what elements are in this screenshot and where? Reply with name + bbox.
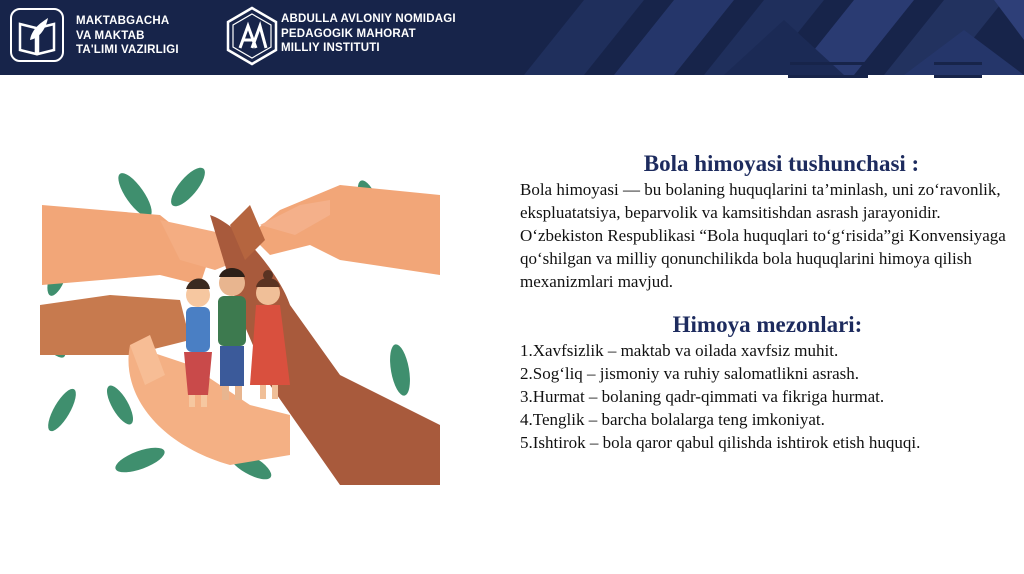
institute-name-line: PEDAGOGIK MAHORAT [281, 27, 416, 40]
section-title-criteria: Himoya mezonlari: [672, 312, 863, 337]
definition-paragraph: Bola himoyasi — bu bolaning huquqlarini ta’minlash, uni zo‘ravonlik, ekspluatatsiya, beparvolik va kamsitishdan asrash jarayonidir. [520, 180, 1001, 222]
criteria-item: 2.Sog‘liq – jismoniy va ruhiy salomatlikni asrash. [520, 364, 860, 383]
decorative-line [788, 75, 868, 78]
ministry-name-line: MAKTABGACHA [76, 15, 170, 27]
ministry-name-line: VA MAKTAB [76, 29, 145, 42]
institute-name-line: MILLIY INSTITUTI [281, 42, 380, 54]
criteria-list [520, 339, 1015, 454]
legislation-paragraph: O‘zbekiston Respublikasi “Bola huquqlari to‘g‘risida”gi Konvensiyaga qo‘shilgan va milliy qonunchilikda bola huquqlarini himoya qilish mexanizmlari mavjud. [520, 226, 1006, 291]
decorative-line [934, 62, 982, 65]
institute-emblem-icon [226, 6, 278, 66]
criteria-item: 1.Xavfsizlik – maktab va oilada xavfsiz muhit. [520, 341, 839, 360]
child-protection-hands-illustration [40, 165, 440, 485]
decorative-line [934, 75, 982, 78]
ministry-name-line: TA'LIMI VAZIRLIGI [76, 44, 179, 56]
criteria-item: 3.Hurmat – bolaning qadr-qimmati va fikriga hurmat. [520, 387, 885, 406]
content-text [520, 150, 1015, 454]
criteria-item: 4.Tenglik – barcha bolalarga teng imkoniyat. [520, 410, 825, 429]
institute-name [281, 12, 456, 56]
criteria-item: 5.Ishtirok – bola qaror qabul qilishda ishtirok etish huquqi. [520, 433, 921, 452]
ministry-logo [10, 8, 64, 62]
institute-name-line: ABDULLA AVLONIY NOMIDAGI [281, 13, 456, 25]
decorative-line [790, 62, 868, 65]
ministry-name [76, 14, 179, 58]
header-banner [0, 0, 1024, 75]
book-leaf-icon [12, 10, 62, 60]
section-title-child-protection: Bola himoyasi tushunchasi : [643, 151, 920, 176]
